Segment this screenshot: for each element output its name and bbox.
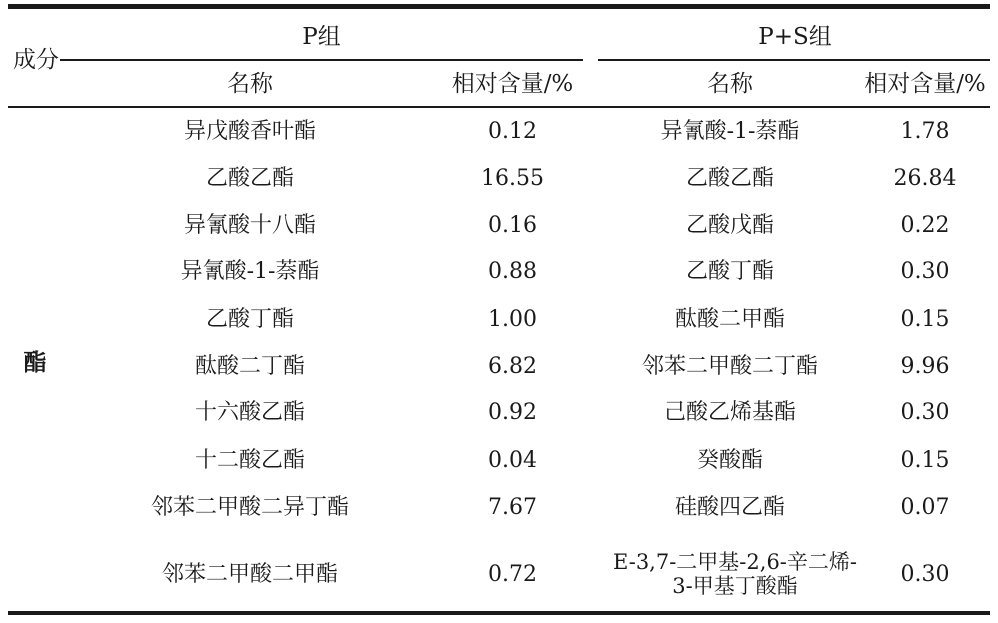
table-cell-p-value: 0.72	[488, 562, 537, 588]
table-cell-ps-name: 癸酸酯	[696, 448, 763, 474]
table-top-rule	[8, 4, 990, 9]
table-cell-p-name: 异氰酸十八酯	[183, 213, 316, 239]
table-cell-ps-value: 9.96	[900, 354, 950, 380]
table-cell-ps-value: 0.30	[900, 400, 950, 426]
table-cell-p-value: 0.92	[488, 400, 537, 426]
table-cell-p-name: 乙酸丁酯	[205, 307, 294, 333]
table-cell-ps-value: 0.30	[900, 562, 950, 588]
table-cell-ps-value: 26.84	[893, 166, 957, 192]
group-rule-ps	[598, 59, 990, 61]
table-cell-ps-value: 0.22	[900, 213, 950, 239]
table-cell-p-name: 十二酸乙酯	[194, 448, 305, 474]
ps-name-line-2: 3-甲基丁酸酯	[672, 574, 798, 598]
table-cell-ps-value: 0.15	[900, 307, 950, 333]
group-rule-p	[60, 59, 583, 61]
table-cell-ps-name: 己酸乙烯基酯	[663, 400, 796, 426]
table-cell-p-value: 0.88	[488, 259, 537, 285]
name-header-p: 名称	[227, 70, 273, 97]
table-cell-ps-name: 邻苯二甲酸二丁酯	[641, 354, 818, 380]
table-cell-p-name: 十六酸乙酯	[194, 400, 305, 426]
table-cell-p-value: 1.00	[488, 307, 537, 333]
table-cell-p-name: 邻苯二甲酸二甲酯	[161, 562, 338, 588]
table-cell-p-name: 邻苯二甲酸二异丁酯	[150, 495, 349, 521]
table-cell-ps-name: 异氰酸-1-萘酯	[660, 119, 800, 145]
component-header: 成分	[13, 46, 59, 73]
table-cell-ps-name: 硅酸四乙酯	[674, 495, 785, 521]
table-cell-p-name: 异氰酸-1-萘酯	[180, 259, 320, 285]
name-header-ps: 名称	[707, 70, 753, 97]
table-cell-ps-value: 0.15	[900, 448, 950, 474]
ps-name-line-1: E-3,7-二甲基-2,6-辛二烯-	[613, 549, 857, 574]
table-cell-p-value: 0.12	[488, 119, 537, 145]
content-header-ps: 相对含量/%	[864, 70, 986, 97]
table-cell-p-name: 酞酸二丁酯	[194, 354, 305, 380]
table-cell-ps-name: 乙酸戊酯	[685, 213, 774, 239]
header-rule	[8, 106, 990, 108]
table-cell-p-value: 0.04	[488, 448, 537, 474]
group-header-p: P组	[302, 23, 341, 50]
table-cell-ps-value: 1.78	[900, 119, 950, 145]
table-cell-p-name: 异戊酸香叶酯	[183, 119, 316, 145]
table-cell-ps-value: 0.07	[900, 495, 950, 521]
table-cell-p-value: 16.55	[481, 166, 544, 192]
table-cell-p-value: 6.82	[488, 354, 537, 380]
table-cell-p-value: 0.16	[488, 213, 537, 239]
table-cell-p-value: 7.67	[488, 495, 537, 521]
category-label: 酯	[23, 348, 47, 376]
table-cell-ps-name: 酞酸二甲酯	[674, 307, 785, 333]
table-cell-ps-value: 0.30	[900, 259, 950, 285]
table-bottom-rule	[8, 611, 990, 615]
group-header-ps: P+S组	[758, 23, 832, 50]
content-header-p: 相对含量/%	[451, 70, 574, 97]
table-cell-ps-name	[590, 538, 880, 610]
table-cell-ps-name: 乙酸丁酯	[685, 259, 774, 285]
table-cell-ps-name: 乙酸乙酯	[685, 166, 774, 192]
table-cell-p-name: 乙酸乙酯	[205, 166, 294, 192]
